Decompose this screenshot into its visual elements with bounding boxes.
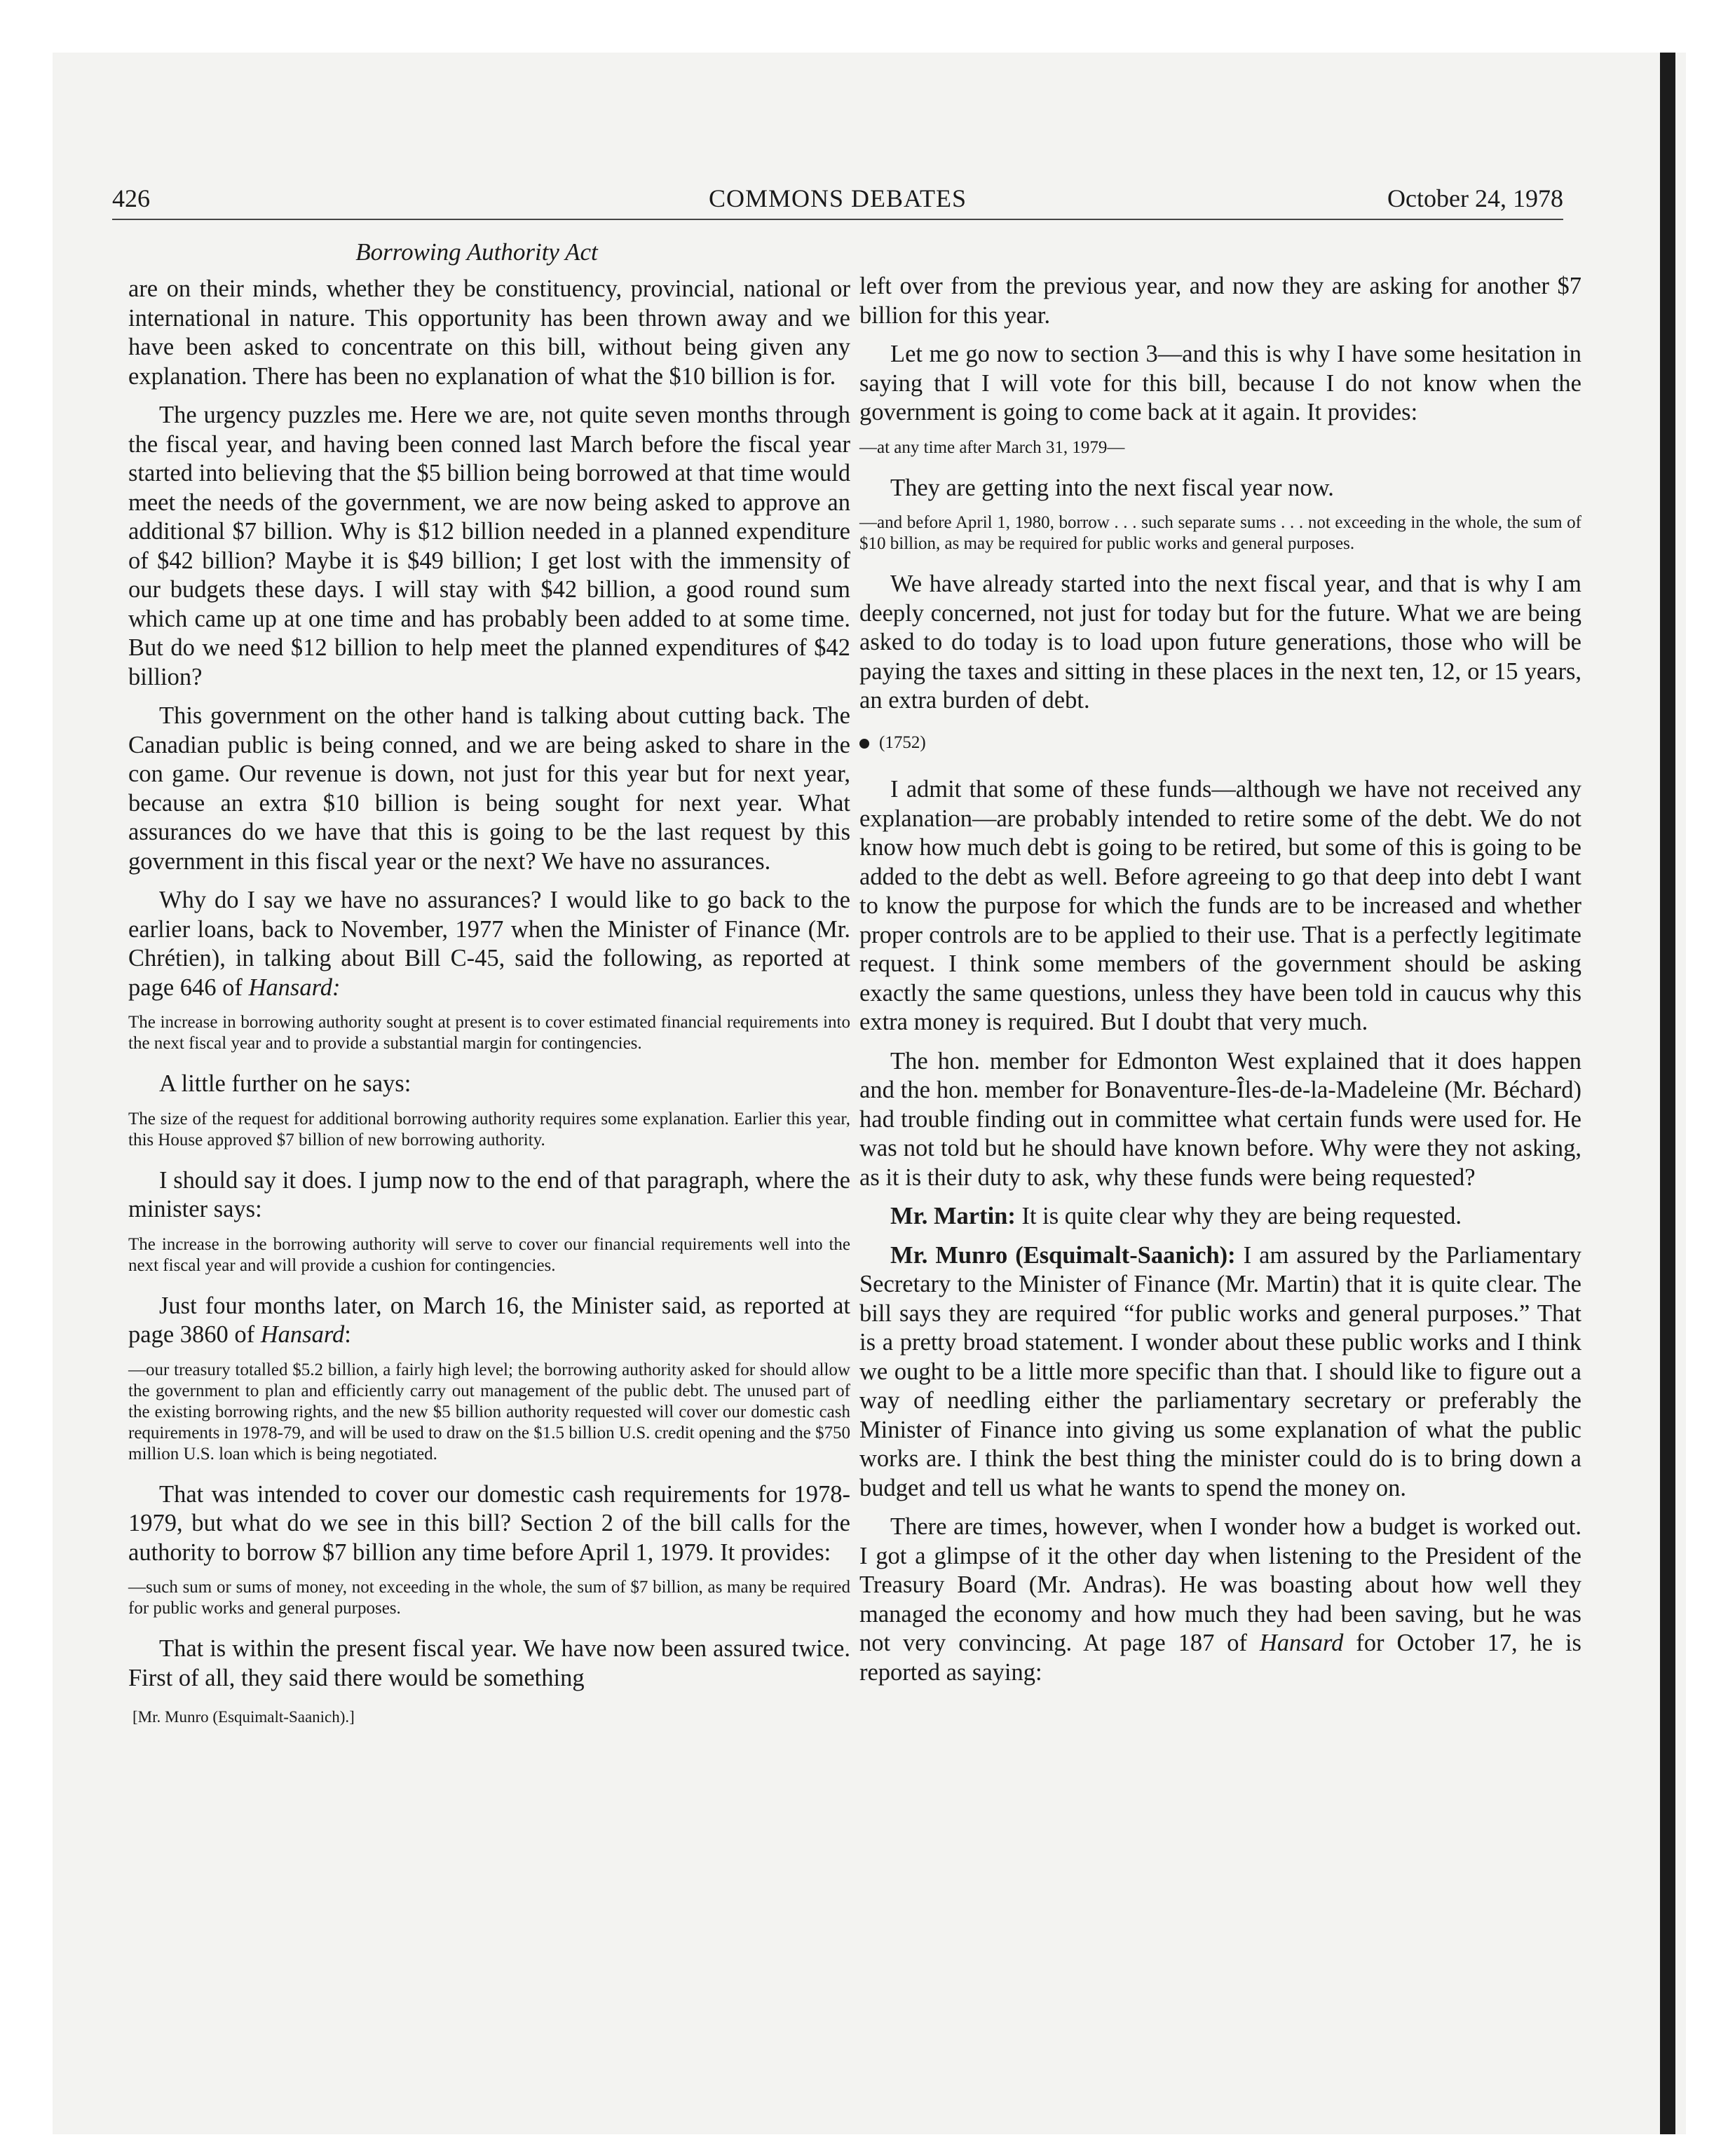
paragraph xyxy=(128,886,850,1002)
speaker-paragraph xyxy=(859,1202,1581,1231)
right-column xyxy=(859,272,1581,1697)
paragraph-text: It is quite clear why they are being requested. xyxy=(1015,1203,1462,1229)
paragraph: We have already started into the next fiscal year, and that is why I am deeply concerned, not just for today but for the future. What we are being asked to do today is to load upon future generations, those who will be paying the taxes and sitting in these places in the next ten, 12, or 15 years, an extra burden of debt. xyxy=(859,571,1581,714)
quotation: —our treasury totalled $5.2 billion, a fairly high level; the borrowing authority asked for should allow the government to plan and efficiently carry out management of the public debt. The unused part of the existing borrowing rights, and the new $5 billion authority requested will cover our domestic cash requirements in 1978-79, and will be used to draw on the $1.5 billion U.S. credit opening and the $750 million U.S. loan which is being negotiated. xyxy=(128,1360,850,1464)
section-title: Borrowing Authority Act xyxy=(355,238,598,266)
paragraph: They are getting into the next fiscal year now. xyxy=(890,474,1334,501)
paragraph-text: Just four months later, on March 16, the Minister said, as reported at page 3860 of xyxy=(128,1292,850,1348)
paragraph-text: for October 17, he is reported as saying: xyxy=(859,1630,1581,1686)
punctuation: : xyxy=(344,1321,351,1348)
page-number: 426 xyxy=(112,184,150,212)
quotation: The size of the request for additional borrowing authority requires some explanation. Earlier this year, this House approved $7 billion of new borrowing authority. xyxy=(128,1109,850,1149)
paragraph xyxy=(128,1292,850,1350)
page-header xyxy=(112,184,1563,220)
issue-date: October 24, 1978 xyxy=(1387,184,1563,212)
paragraph: The urgency puzzles me. Here we are, not quite seven months through the fiscal year, and having been conned last March before the fiscal year started into believing that the $5 billion being borrowed at that time would meet the needs of the government, we are now being asked to approve an additional $7 billion. Why is $12 billion needed in a planned expenditure of $42 billion? Maybe it is $49 billion; I get lost with the immensity of our budgets these days. I will stay with $42 billion, a good round sum which came up at one time and has probably been added to at some time. But do we need $12 billion to help meet the planned expenditures of $42 billion? xyxy=(128,402,850,690)
hansard-reference: Hansard xyxy=(260,1321,345,1348)
paragraph: left over from the previous year, and now they are asking for another $7 billion for this year. xyxy=(859,273,1581,329)
publication-title: COMMONS DEBATES xyxy=(708,184,967,212)
paragraph: This government on the other hand is talking about cutting back. The Canadian public is being conned, and we are being asked to share in the con game. Our revenue is down, not just for this year but for next year, because an extra $10 billion is being sought for next year. What assurances do we have that this is going to be the last request by this government in this fiscal year or the next? We have no assurances. xyxy=(128,702,850,875)
speaker-paragraph xyxy=(859,1241,1581,1503)
time-marker-text: (1752) xyxy=(879,732,926,752)
speaker-name: Mr. Martin: xyxy=(890,1203,1016,1229)
bullet-dot-icon xyxy=(859,739,869,749)
paragraph: I admit that some of these funds—although we have not received any explanation—are probably intended to retire some of the debt. We do not know how much debt is going to be retired, but some of this is going to be added to the debt as well. Before agreeing to go that deep into debt I want to know the purpose for which the funds are to be increased and whether proper controls are to be applied to their use. That is a perfectly legitimate request. I think some members of the government should be asking exactly the same questions, unless they have been told in caucus why this extra money is required. But I doubt that very much. xyxy=(859,776,1581,1035)
hansard-reference: Hansard: xyxy=(248,974,341,1001)
paragraph: That was intended to cover our domestic cash requirements for 1978-1979, but what do we see in this bill? Section 2 of the bill calls for the authority to borrow $7 billion any time before April 1, 1979. It provides: xyxy=(128,1480,850,1566)
quotation: —such sum or sums of money, not exceeding in the whole, the sum of $7 billion, as many be required for public works and general purposes. xyxy=(128,1578,850,1618)
paragraph: are on their minds, whether they be constituency, provincial, national or international in nature. This opportunity has been thrown away and we have been asked to concentrate on this bill, without being given any explanation. There has been no explanation of what the $10 billion is for. xyxy=(128,275,850,390)
speaker-footer: [Mr. Munro (Esquimalt-Saanich).] xyxy=(132,1708,355,1726)
time-marker xyxy=(859,728,1581,758)
paragraph-text: Why do I say we have no assurances? I would like to go back to the earlier loans, back to November, 1977 when the Minister of Finance (Mr. Chrétien), in talking about Bill C-45, said the following, as reported at page 646 of xyxy=(128,887,850,1001)
hansard-reference: Hansard xyxy=(1259,1630,1344,1656)
paragraph: The hon. member for Edmonton West explained that it does happen and the hon. member for Bonaventure-Îles-de-la-Madeleine (Mr. Béchard) had trouble finding out in committee what certain funds were used for. He was not told but he should have known before. Why were they not asking, as it is their duty to ask, why these funds were being requested? xyxy=(859,1047,1581,1191)
paragraph: That is within the present fiscal year. We have now been assured twice. First of all, they said there would be something xyxy=(128,1635,850,1691)
scan-edge-bar xyxy=(1660,53,1675,2134)
paragraph: Let me go now to section 3—and this is why I have some hesitation in saying that I will vote for this bill, because I do not know when the government is going to come back at it again. It provides: xyxy=(859,341,1581,425)
quotation: The increase in borrowing authority sought at present is to cover estimated financial requirements into the next fiscal year and to provide a substantial margin for contingencies. xyxy=(128,1013,850,1053)
paragraph xyxy=(859,1513,1581,1687)
paragraph: A little further on he says: xyxy=(159,1070,411,1097)
quotation: The increase in the borrowing authority will serve to cover our financial requirements well into the next fiscal year and will provide a cushion for contingencies. xyxy=(128,1234,850,1275)
paragraph-text: There are times, however, when I wonder how a budget is worked out. I got a glimpse of it the other day when listening to the President of the Treasury Board (Mr. Andras). He was boasting about how well they managed the economy and how much they had been saving, but he was not very convincing. At page 187 of xyxy=(859,1513,1581,1656)
quotation: —and before April 1, 1980, borrow . . . such separate sums . . . not exceeding in the whole, the sum of $10 billion, as may be required for public works and general purposes. xyxy=(859,513,1581,553)
paragraph: I should say it does. I jump now to the end of that paragraph, where the minister says: xyxy=(128,1166,850,1222)
left-column xyxy=(128,275,850,1742)
quotation: —at any time after March 31, 1979— xyxy=(859,437,1125,457)
paragraph-text: I am assured by the Parliamentary Secretary to the Minister of Finance (Mr. Martin) that it is quite clear. The bill says they are required “for public works and general purposes.” That is a pretty broad statement. I wonder about these public works and I think we ought to be a little more specific than that. I should like to figure out a way of needling either the parliamentary secretary or preferably the Minister of Finance into giving us some explanation of what the public works are. I think the best thing the minister could do is to bring down a budget and tell us what he wants to spend the money on. xyxy=(859,1241,1581,1501)
speaker-name: Mr. Munro (Esquimalt-Saanich): xyxy=(890,1241,1236,1269)
